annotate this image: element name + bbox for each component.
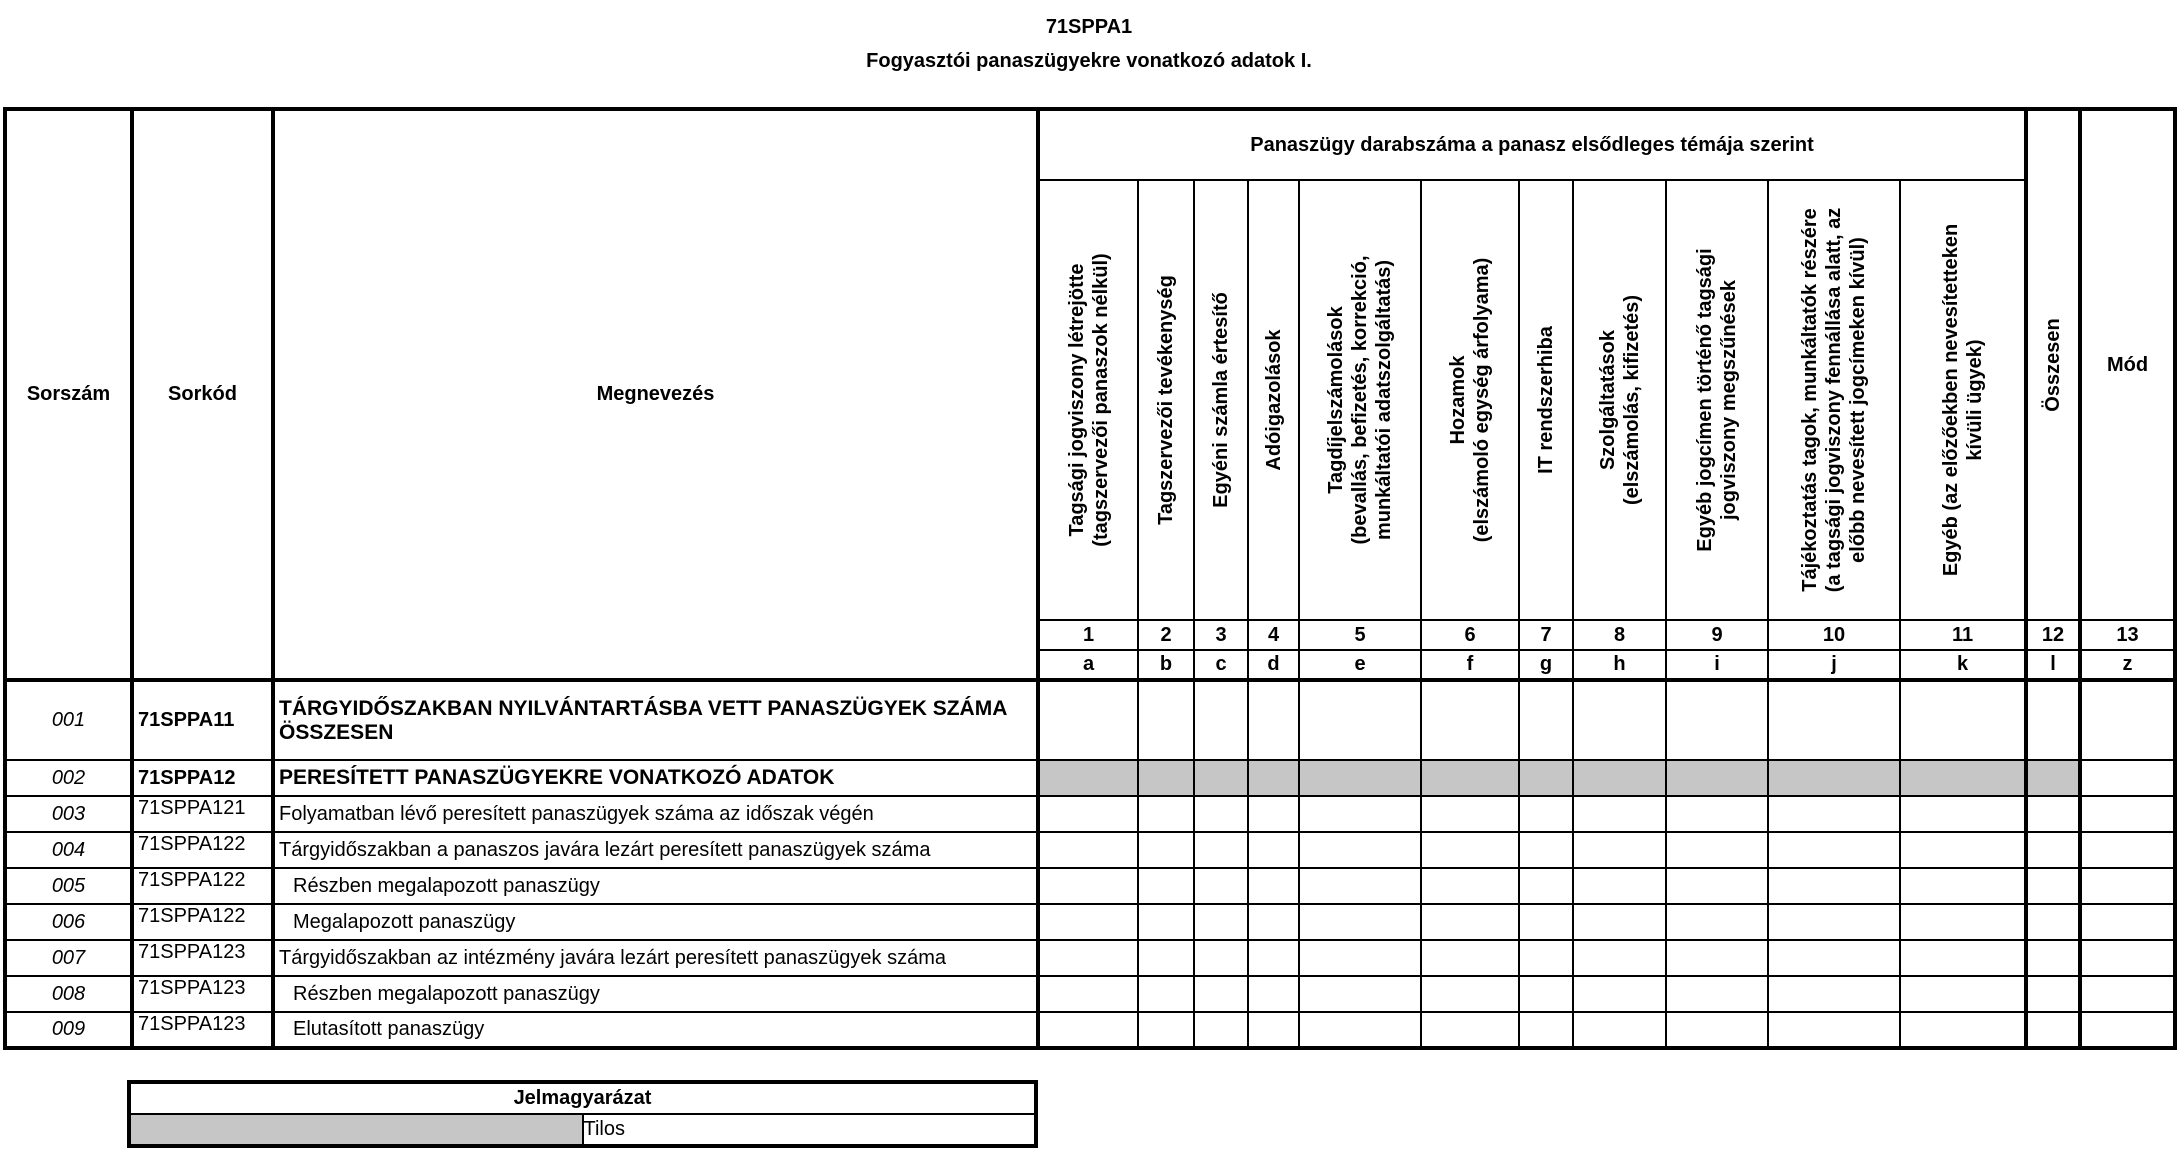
row-sorkod: 71SPPA123 <box>132 976 273 1012</box>
row-sorszam: 006 <box>5 904 132 940</box>
row-sorkod: 71SPPA123 <box>132 1012 273 1048</box>
row-sorszam: 004 <box>5 832 132 868</box>
input-cell[interactable] <box>1194 868 1248 904</box>
input-cell[interactable] <box>1248 904 1299 940</box>
input-cell[interactable] <box>1248 1012 1299 1048</box>
input-cell[interactable] <box>1573 904 1666 940</box>
input-cell[interactable] <box>1519 940 1573 976</box>
input-cell[interactable] <box>1248 868 1299 904</box>
input-cell[interactable] <box>1299 832 1421 868</box>
column-header: Hozamok (elszámoló egység árfolyama) <box>1421 180 1519 620</box>
input-cell[interactable] <box>1768 680 1900 760</box>
input-cell[interactable] <box>1573 680 1666 760</box>
input-cell[interactable] <box>2026 832 2080 868</box>
input-cell[interactable] <box>2026 868 2080 904</box>
input-cell[interactable] <box>1138 796 1194 832</box>
column-number: 4 <box>1248 620 1299 650</box>
header-group: Panaszügy darabszáma a panasz elsődleges témája szerint <box>1038 109 2026 180</box>
column-header: Egyéni számla értesítő <box>1194 180 1248 620</box>
input-cell[interactable] <box>1519 832 1573 868</box>
row-megnevezes: Megalapozott panaszügy <box>273 904 1038 940</box>
row-sorkod: 71SPPA121 <box>132 796 273 832</box>
input-cell[interactable] <box>1768 976 1900 1012</box>
input-cell[interactable] <box>1573 940 1666 976</box>
column-number: 5 <box>1299 620 1421 650</box>
legend <box>127 1080 1038 1148</box>
column-number: 10 <box>1768 620 1900 650</box>
column-number: 6 <box>1421 620 1519 650</box>
input-cell[interactable] <box>2080 832 2175 868</box>
input-cell[interactable] <box>1768 1012 1900 1048</box>
input-cell[interactable] <box>1038 832 1138 868</box>
input-cell[interactable] <box>1573 832 1666 868</box>
input-cell[interactable] <box>1666 904 1768 940</box>
input-cell[interactable] <box>1900 940 2026 976</box>
input-cell[interactable] <box>1038 868 1138 904</box>
row-megnevezes: PERESÍTETT PANASZÜGYEKRE VONATKOZÓ ADATOK <box>273 760 1038 796</box>
input-cell[interactable] <box>1421 868 1519 904</box>
input-cell[interactable] <box>1666 868 1768 904</box>
row-megnevezes: Tárgyidőszakban az intézmény javára lezárt peresített panaszügyek száma <box>273 940 1038 976</box>
input-cell[interactable] <box>1573 868 1666 904</box>
column-letter: i <box>1666 650 1768 680</box>
row-sorszam: 009 <box>5 1012 132 1048</box>
input-cell[interactable] <box>2080 796 2175 832</box>
column-number: 3 <box>1194 620 1248 650</box>
row-sorkod: 71SPPA12 <box>132 760 273 796</box>
table-row <box>5 680 2175 760</box>
legend-title: Jelmagyarázat <box>129 1082 1036 1114</box>
input-cell[interactable] <box>1194 680 1248 760</box>
input-cell <box>1299 760 1421 796</box>
input-cell[interactable] <box>1038 940 1138 976</box>
input-cell[interactable] <box>1138 832 1194 868</box>
input-cell[interactable] <box>1299 680 1421 760</box>
input-cell[interactable] <box>2026 904 2080 940</box>
column-number: 9 <box>1666 620 1768 650</box>
input-cell[interactable] <box>2080 868 2175 904</box>
column-letter: c <box>1194 650 1248 680</box>
input-cell[interactable] <box>1519 796 1573 832</box>
input-cell[interactable] <box>1666 1012 1768 1048</box>
column-number: 8 <box>1573 620 1666 650</box>
row-sorkod: 71SPPA11 <box>132 680 273 760</box>
column-letter: k <box>1900 650 2026 680</box>
input-cell[interactable] <box>1138 904 1194 940</box>
input-cell[interactable] <box>1038 904 1138 940</box>
row-sorszam: 005 <box>5 868 132 904</box>
column-number: 1 <box>1038 620 1138 650</box>
column-number: 7 <box>1519 620 1573 650</box>
input-cell[interactable] <box>1900 832 2026 868</box>
input-cell[interactable] <box>1900 796 2026 832</box>
column-letter: a <box>1038 650 1138 680</box>
row-sorszam: 007 <box>5 940 132 976</box>
input-cell[interactable] <box>1299 1012 1421 1048</box>
column-number: 12 <box>2026 620 2080 650</box>
table-row <box>5 832 2175 868</box>
input-cell[interactable] <box>1194 940 1248 976</box>
input-cell[interactable] <box>1038 1012 1138 1048</box>
legend-swatch-tilos <box>129 1114 583 1146</box>
column-header: Egyéb (az előzőekben nevesítetteken kívüli ügyek) <box>1900 180 2026 620</box>
row-sorkod: 71SPPA122 <box>132 832 273 868</box>
input-cell[interactable] <box>1038 796 1138 832</box>
input-cell[interactable] <box>1768 796 1900 832</box>
column-letter: b <box>1138 650 1194 680</box>
row-megnevezes: Részben megalapozott panaszügy <box>273 976 1038 1012</box>
input-cell <box>1194 760 1248 796</box>
input-cell[interactable] <box>1194 1012 1248 1048</box>
header-osszesen: Összesen <box>2026 109 2080 620</box>
column-number: 11 <box>1900 620 2026 650</box>
input-cell[interactable] <box>1194 832 1248 868</box>
row-megnevezes: Elutasított panaszügy <box>273 1012 1038 1048</box>
input-cell[interactable] <box>1138 976 1194 1012</box>
input-cell[interactable] <box>1248 796 1299 832</box>
input-cell[interactable] <box>1900 1012 2026 1048</box>
row-sorkod: 71SPPA122 <box>132 868 273 904</box>
input-cell[interactable] <box>1421 680 1519 760</box>
input-cell <box>1038 760 1138 796</box>
input-cell[interactable] <box>1299 904 1421 940</box>
column-letter: e <box>1299 650 1421 680</box>
header-megnevezes: Megnevezés <box>273 109 1038 680</box>
input-cell[interactable] <box>1666 976 1768 1012</box>
table-row <box>5 868 2175 904</box>
input-cell[interactable] <box>1900 868 2026 904</box>
input-cell[interactable] <box>1666 680 1768 760</box>
column-header: Tagszervezői tevékenység <box>1138 180 1194 620</box>
input-cell[interactable] <box>2080 904 2175 940</box>
input-cell[interactable] <box>1421 904 1519 940</box>
input-cell[interactable] <box>1194 904 1248 940</box>
column-header: Tagsági jogviszony létrejötte (tagszervezői panaszok nélkül) <box>1038 180 1138 620</box>
input-cell[interactable] <box>1194 796 1248 832</box>
column-header: Adóigazolások <box>1248 180 1299 620</box>
form-code-title: 71SPPA1 <box>1045 16 1133 38</box>
header-sorszam: Sorszám <box>5 109 132 680</box>
input-cell[interactable] <box>1138 680 1194 760</box>
input-cell <box>1666 760 1768 796</box>
row-sorszam: 001 <box>5 680 132 760</box>
data-table <box>3 107 2177 1050</box>
legend-label-tilos: Tilos <box>583 1114 1037 1146</box>
input-cell[interactable] <box>1248 976 1299 1012</box>
input-cell[interactable] <box>1573 1012 1666 1048</box>
input-cell[interactable] <box>1900 680 2026 760</box>
input-cell[interactable] <box>2026 976 2080 1012</box>
input-cell[interactable] <box>2026 680 2080 760</box>
input-cell[interactable] <box>1768 868 1900 904</box>
input-cell[interactable] <box>1900 904 2026 940</box>
input-cell[interactable] <box>1900 976 2026 1012</box>
input-cell <box>1519 760 1573 796</box>
input-cell[interactable] <box>1421 796 1519 832</box>
row-sorszam: 002 <box>5 760 132 796</box>
column-letter: j <box>1768 650 1900 680</box>
input-cell[interactable] <box>2080 1012 2175 1048</box>
row-megnevezes: TÁRGYIDŐSZAKBAN NYILVÁNTARTÁSBA VETT PANASZÜGYEK SZÁMA ÖSSZESEN <box>273 680 1038 760</box>
input-cell[interactable] <box>2026 1012 2080 1048</box>
input-cell[interactable] <box>2080 940 2175 976</box>
column-header: Szolgáltatások (elszámolás, kifizetés) <box>1573 180 1666 620</box>
input-cell[interactable] <box>2080 760 2175 796</box>
input-cell <box>2026 760 2080 796</box>
header-sorkod: Sorkód <box>132 109 273 680</box>
column-letter: h <box>1573 650 1666 680</box>
row-megnevezes: Folyamatban lévő peresített panaszügyek száma az időszak végén <box>273 796 1038 832</box>
column-header: IT rendszerhiba <box>1519 180 1573 620</box>
input-cell <box>1900 760 2026 796</box>
table-row <box>5 796 2175 832</box>
input-cell <box>1421 760 1519 796</box>
input-cell[interactable] <box>2026 796 2080 832</box>
column-header: Tájékoztatás tagok, munkáltatók részére (a tagsági jogviszony fennállása alatt, az előbb nevesített jogcímeken kívül) <box>1768 180 1900 620</box>
input-cell[interactable] <box>1519 976 1573 1012</box>
row-sorszam: 003 <box>5 796 132 832</box>
input-cell[interactable] <box>1519 680 1573 760</box>
form-subtitle: Fogyasztói panaszügyekre vonatkozó adatok I. <box>866 50 1312 72</box>
input-cell[interactable] <box>1666 832 1768 868</box>
input-cell[interactable] <box>1248 680 1299 760</box>
input-cell[interactable] <box>1138 868 1194 904</box>
column-number: 2 <box>1138 620 1194 650</box>
input-cell[interactable] <box>1248 832 1299 868</box>
row-sorszam: 008 <box>5 976 132 1012</box>
input-cell[interactable] <box>2080 976 2175 1012</box>
input-cell[interactable] <box>1299 940 1421 976</box>
column-number: 13 <box>2080 620 2175 650</box>
column-header: Egyéb jogcímen történő tagsági jogviszony megszűnések <box>1666 180 1768 620</box>
input-cell[interactable] <box>1666 796 1768 832</box>
input-cell[interactable] <box>1299 796 1421 832</box>
input-cell[interactable] <box>1248 940 1299 976</box>
column-letter: l <box>2026 650 2080 680</box>
column-letter: g <box>1519 650 1573 680</box>
input-cell[interactable] <box>1666 940 1768 976</box>
header-mod: Mód <box>2080 109 2175 620</box>
input-cell[interactable] <box>1421 832 1519 868</box>
input-cell[interactable] <box>1519 904 1573 940</box>
column-letter: z <box>2080 650 2175 680</box>
input-cell[interactable] <box>2080 680 2175 760</box>
input-cell[interactable] <box>1421 940 1519 976</box>
column-header: Tagdíjelszámolások (bevallás, befizetés, korrekció, munkáltatói adatszolgáltatás) <box>1299 180 1421 620</box>
column-letter: f <box>1421 650 1519 680</box>
row-sorkod: 71SPPA122 <box>132 904 273 940</box>
input-cell <box>1248 760 1299 796</box>
input-cell[interactable] <box>1299 976 1421 1012</box>
table-row <box>5 976 2175 1012</box>
row-megnevezes: Részben megalapozott panaszügy <box>273 868 1038 904</box>
input-cell[interactable] <box>2026 940 2080 976</box>
input-cell[interactable] <box>1421 1012 1519 1048</box>
row-sorkod: 71SPPA123 <box>132 940 273 976</box>
input-cell[interactable] <box>1299 868 1421 904</box>
column-letter: d <box>1248 650 1299 680</box>
input-cell[interactable] <box>1519 868 1573 904</box>
input-cell <box>1768 760 1900 796</box>
input-cell[interactable] <box>1038 680 1138 760</box>
input-cell[interactable] <box>1573 796 1666 832</box>
table-row <box>5 1012 2175 1048</box>
input-cell[interactable] <box>1519 1012 1573 1048</box>
table-row <box>5 904 2175 940</box>
input-cell[interactable] <box>1768 904 1900 940</box>
table-row <box>5 760 2175 796</box>
input-cell[interactable] <box>1768 832 1900 868</box>
input-cell <box>1138 760 1194 796</box>
table-row <box>5 940 2175 976</box>
input-cell[interactable] <box>1768 940 1900 976</box>
input-cell[interactable] <box>1138 1012 1194 1048</box>
input-cell <box>1573 760 1666 796</box>
input-cell[interactable] <box>1194 976 1248 1012</box>
input-cell[interactable] <box>1038 976 1138 1012</box>
row-megnevezes: Tárgyidőszakban a panaszos javára lezárt peresített panaszügyek száma <box>273 832 1038 868</box>
input-cell[interactable] <box>1421 976 1519 1012</box>
input-cell[interactable] <box>1573 976 1666 1012</box>
input-cell[interactable] <box>1138 940 1194 976</box>
